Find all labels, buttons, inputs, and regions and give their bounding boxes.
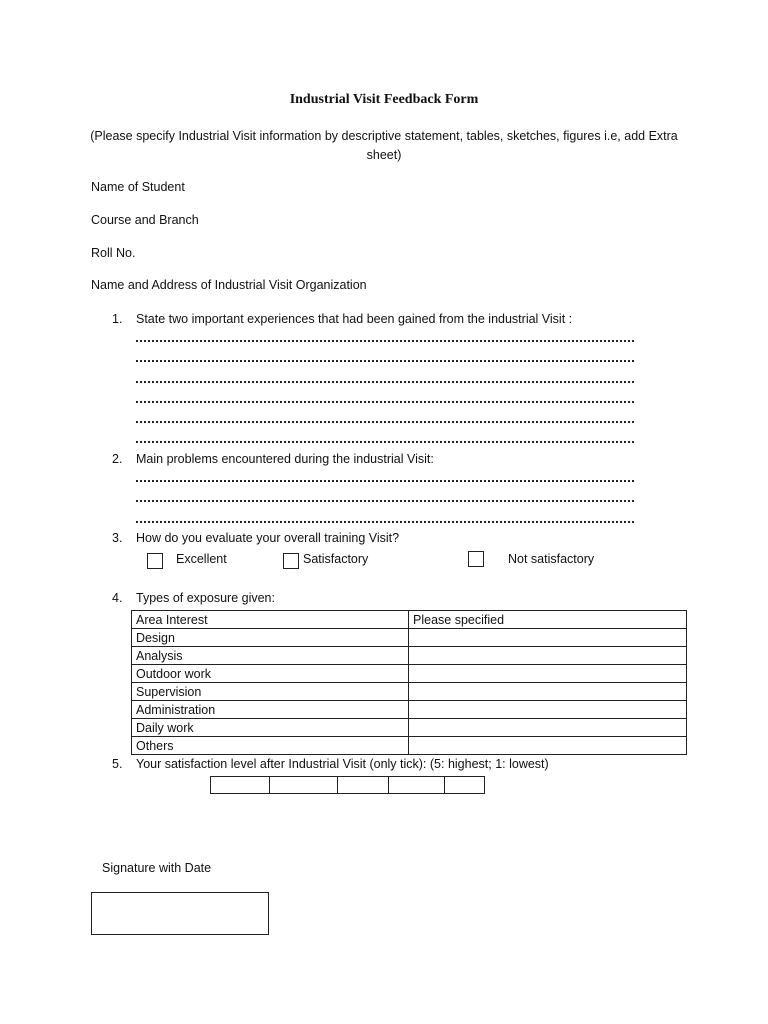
roll-no-label: Roll No. [91, 246, 136, 260]
q5-number: 5. [112, 757, 123, 771]
q1-answer-line-3[interactable] [136, 377, 634, 383]
satisfaction-row [211, 777, 485, 794]
q2-answer-line-2[interactable] [136, 496, 634, 502]
signature-label: Signature with Date [102, 861, 212, 875]
table-header-row [132, 611, 687, 629]
q4-number: 4. [112, 591, 123, 605]
row-label-analysis: Analysis [132, 647, 409, 665]
excellent-checkbox[interactable] [147, 553, 163, 569]
form-instructions: (Please specify Industrial Visit information by descriptive statement, tables, sketches, figures i.e, add Extra sheet) [90, 129, 678, 162]
satisfaction-cell[interactable] [270, 777, 338, 794]
form-title: Industrial Visit Feedback Form [289, 92, 479, 107]
satisfaction-cell[interactable] [338, 777, 389, 794]
satisfaction-cell[interactable] [389, 777, 445, 794]
row-input-design[interactable] [409, 629, 687, 647]
table-row [132, 683, 687, 701]
q1-number: 1. [112, 312, 123, 326]
table-row [132, 665, 687, 683]
row-label-others: Others [132, 737, 409, 755]
table-row [132, 737, 687, 755]
course-branch-label: Course and Branch [91, 213, 199, 227]
q1-answer-line-4[interactable] [136, 397, 634, 403]
header-area-interest: Area Interest [132, 611, 409, 629]
q1-answer-line-1[interactable] [136, 336, 634, 342]
q4-text: Types of exposure given: [136, 591, 275, 605]
q3-text: How do you evaluate your overall training Visit? [136, 531, 400, 545]
row-input-supervision[interactable] [409, 683, 687, 701]
satisfactory-label: Satisfactory [303, 552, 369, 566]
row-input-outdoor-work[interactable] [409, 665, 687, 683]
row-input-analysis[interactable] [409, 647, 687, 665]
q1-answer-line-6[interactable] [136, 437, 634, 443]
q2-text: Main problems encountered during the industrial Visit: [136, 452, 434, 466]
row-input-daily-work[interactable] [409, 719, 687, 737]
row-input-others[interactable] [409, 737, 687, 755]
row-input-administration[interactable] [409, 701, 687, 719]
table-row [132, 701, 687, 719]
table-row [132, 647, 687, 665]
q2-number: 2. [112, 452, 123, 466]
table-row [132, 629, 687, 647]
q5-text: Your satisfaction level after Industrial Visit (only tick): (5: highest; 1: lowest) [136, 757, 549, 771]
header-please-specified: Please specified [409, 611, 687, 629]
q2-answer-line-3[interactable] [136, 517, 634, 523]
table-row [132, 719, 687, 737]
satisfaction-cell[interactable] [211, 777, 270, 794]
row-label-outdoor-work: Outdoor work [132, 665, 409, 683]
excellent-label: Excellent [176, 552, 227, 566]
exposure-table [131, 610, 687, 755]
row-label-supervision: Supervision [132, 683, 409, 701]
row-label-daily-work: Daily work [132, 719, 409, 737]
q1-text: State two important experiences that had been gained from the industrial Visit : [136, 312, 573, 326]
q1-answer-line-5[interactable] [136, 417, 634, 423]
row-label-design: Design [132, 629, 409, 647]
student-name-label: Name of Student [91, 180, 185, 194]
signature-box[interactable] [91, 892, 269, 935]
q1-answer-line-2[interactable] [136, 356, 634, 362]
q2-answer-line-1[interactable] [136, 476, 634, 482]
satisfaction-scale [210, 776, 485, 794]
not-satisfactory-checkbox[interactable] [468, 551, 484, 567]
satisfaction-cell[interactable] [445, 777, 485, 794]
row-label-administration: Administration [132, 701, 409, 719]
organization-label: Name and Address of Industrial Visit Organization [91, 278, 367, 292]
not-satisfactory-label: Not satisfactory [508, 552, 595, 566]
satisfactory-checkbox[interactable] [283, 553, 299, 569]
q3-number: 3. [112, 531, 123, 545]
